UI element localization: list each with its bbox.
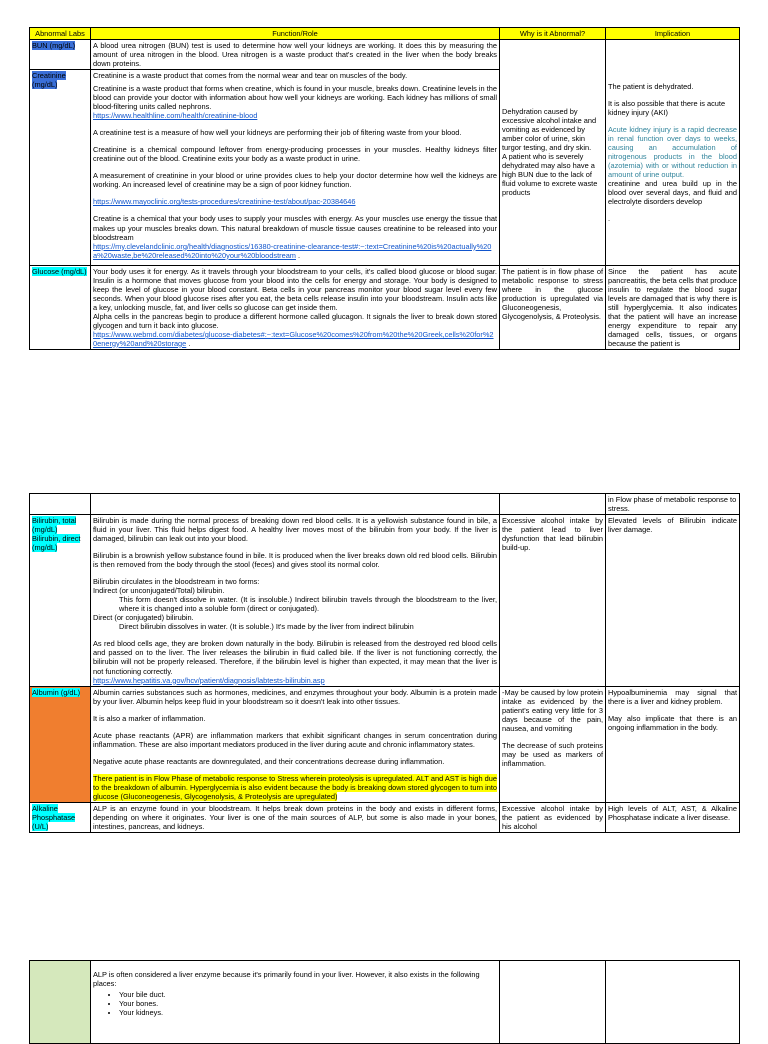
glucose-label: Glucose (mg/dL): [32, 266, 87, 276]
labs-table-page2: [29, 493, 740, 833]
impl-dot: .: [608, 214, 611, 223]
alp-why: Excessive alcohol intake by the patient as evidenced by his alcohol: [500, 802, 606, 832]
creatinine-p3: A creatinine test is a measure of how well your kidneys are performing their job of filtering waste from your blood.: [93, 128, 462, 138]
albumin-p1: Albumin carries substances such as hormones, medicines, and enzymes throughout your body. Albumin is a protein made by your liver. Albumin helps keep fluid in your bloodstream so it doesn't leak into other tissues.: [93, 687, 497, 706]
bilirubin-label: Bilirubin, total (mg/dL) Bilirubin, direct (mg/dL): [32, 516, 81, 553]
creatinine-label: Creatinine (mg/dL): [32, 71, 66, 90]
glucose-implication: Since the patient has acute pancreatitis, the beta cells that produce insulin to regulate the blood sugar levels are damaged that is why there is still hyperglycemia. It also indicates that the patient will have an increase energy expenditure to repair any damaged cells, tissues, or organs because the patient is: [606, 265, 740, 349]
creatinine-why-cell: [500, 40, 606, 266]
creatinine-why: Dehydration caused by excessive alcohol intake and vomiting as evidenced by amber color of urine, skin turgor testing, and dry skin. A patient who is severely dehydrated may also have a high BUN due to the lack of fluid volume to excrete waste products: [502, 107, 598, 198]
hepatitis-va-link[interactable]: https://www.hepatitis.va.gov/hcv/patient/diagnosis/labtests-bilirubin.asp: [93, 675, 325, 685]
labs-table-page1: [29, 27, 740, 350]
creatinine-p5: A measurement of creatinine in your blood or urine provides clues to help your doctor determine how well the kidneys are working. An increased level of creatinine may be a sign of poor kidney function.: [93, 171, 497, 190]
albumin-function: [91, 686, 500, 802]
albumin-impl1: Hypoalbuminemia may signal that there is a liver and kidney problem.: [608, 687, 737, 706]
creatinine-p2: Creatinine is a waste product that forms when creatine, which is found in your muscle, breaks down. Creatinine levels in the blood can provide your doctor with information about how well your kidneys are working. Each kidney has millions of small blood-filtering units called nephrons.: [93, 84, 497, 112]
table-header-row: [30, 28, 740, 40]
header-function-role: Function/Role: [91, 28, 500, 40]
row-alp: [30, 802, 740, 832]
clevelandclinic-link[interactable]: https://my.clevelandclinic.org/health/diagnostics/16380-creatinine-clearance-test#:~:text=Creatinine%20is%20actually%20a%20waste,be%20released%20into%20your%20bloodstream: [93, 241, 492, 260]
alp-label-cont: [30, 961, 91, 1044]
list-item: • Your bones.: [119, 999, 497, 1008]
albumin-why: [500, 686, 606, 802]
alp-label: Alkaline Phosphatase (U/L): [32, 803, 76, 831]
creatinine-p1: Creatinine is a waste product that comes from the normal wear and tear on muscles of the body.: [93, 71, 408, 81]
bilirubin-p4: Indirect (or unconjugated/Total) bilirubin.: [93, 586, 225, 596]
bilirubin-function: [91, 515, 500, 687]
alp-cont-p1: ALP is often considered a liver enzyme because it's primarily found in your liver. However, it also exists in the following places:: [93, 970, 480, 989]
albumin-why1: -May be caused by low protein intake as evidenced by the patient's eating very little for 3 days because of the pain, nausea, and vomiting: [502, 687, 603, 733]
row-bun: [30, 40, 740, 70]
glucose-implication-cont: in Flow phase of metabolic response to stress.: [606, 494, 740, 515]
alp-locations-list: [93, 990, 497, 1017]
row-bilirubin: [30, 515, 740, 687]
albumin-label: Albumin (g/dL): [32, 687, 81, 697]
bun-label: BUN (mg/dL): [32, 41, 76, 51]
list-item: • Your kidneys.: [119, 1008, 497, 1017]
creatinine-p4: Creatinine is a chemical compound leftover from energy-producing processes in your muscles. Healthy kidneys filter creatinine out of the blood. Creatinine exits your body as a waste product in urine.: [93, 145, 497, 164]
alp-function-cont: [91, 961, 500, 1044]
bilirubin-p2: Bilirubin is a brownish yellow substance found in bile. It is produced when the liver breaks down old red blood cells. Bilirubin is then removed from the body through the stool (feces) and gives stool its normal color.: [93, 551, 497, 570]
creatinine-implication-cell: [606, 40, 740, 266]
bilirubin-implication: Elevated levels of Bilirubin indicate liver damage.: [606, 515, 740, 687]
albumin-p4: Negative acute phase reactants are downregulated, and their concentrations decrease during inflammation.: [93, 756, 445, 766]
albumin-why2: The decrease of such proteins may be used as markers of inflammation.: [502, 740, 603, 768]
glucose-function: Your body uses it for energy. As it travels through your bloodstream to your cells, it's called blood glucose or blood sugar. Insulin is a hormone that moves glucose from your blood into the cells for energy and storage. Your body is designed to keep the level of glucose in your blood constant. Beta cells in your pancreas monitor your blood sugar level every few seconds. When your blood glucose rises after you eat, the beta cells release insulin into your bloodstream. Insulin acts like a key, unlocking muscle, fat, and liver cells so glucose can get inside them. Alpha cells in the pancreas begin to produce a different hormone called glucagon. It signals the liver to break down stored glycogen and turn it back into glucose. https://www.webmd.com/diabetes/glucose-diabetes#:~:text=Glucose%20comes%20from%20the%20Greek,cells%20for%20energy%20and%20storage .: [91, 265, 500, 349]
impl-buildup: creatinine and urea build up in the blood over several days, and fluid and electrolyte disorders develop: [608, 178, 737, 206]
lab-label-creatinine: [30, 70, 91, 266]
list-item: • Your bile duct.: [119, 990, 497, 999]
bilirubin-p6: Direct (or conjugated) bilirubin.: [93, 613, 194, 623]
header-implication: Implication: [606, 28, 740, 40]
healthline-link[interactable]: https://www.healthline.com/health/creatinine-blood: [93, 111, 258, 121]
bilirubin-p3: Bilirubin circulates in the bloodstream in two forms:: [93, 577, 260, 587]
row-albumin: [30, 686, 740, 802]
bun-function: A blood urea nitrogen (BUN) test is used to determine how well your kidneys are working. It does this by measuring the amount of urea nitrogen in the blood. Urea nitrogen is a waste product that's created in the liver when the body breaks down proteins.: [91, 40, 500, 70]
albumin-p3: Acute phase reactants (APR) are inflammation markers that exhibit significant changes in serum concentration during inflammation. These are also important mediators produced in the liver during acute and chronic inflammatory states.: [93, 730, 497, 749]
bilirubin-p5: This form doesn't dissolve in water. (It is insoluble.) Indirect bilirubin travels through the bloodstream to the liver, where it is changed into a soluble form (direct or conjugated).: [119, 595, 497, 614]
impl-dehydrated: The patient is dehydrated.: [608, 81, 694, 91]
mayoclinic-link[interactable]: https://www.mayoclinic.org/tests-procedures/creatinine-test/about/pac-20384646: [93, 197, 356, 207]
albumin-impl2: May also implicate that there is an ongoing inflammation in the body.: [608, 713, 737, 732]
glucose-why: The patient is in flow phase of metabolic response to stress where in the glucose production is upregulated via Gluconeogenesis, Glycogenolysis, & Proteolysis.: [500, 265, 606, 349]
row-continuation: [30, 494, 740, 515]
lab-label-albumin: [30, 686, 91, 802]
alp-implication: High levels of ALT, AST, & Alkaline Phosphatase indicate a liver disease.: [606, 802, 740, 832]
albumin-implication: [606, 686, 740, 802]
alp-function: ALP is an enzyme found in your bloodstream. It helps break down proteins in the body and exists in different forms, depending on where it originates. Your liver is one of the main sources of ALP, but some is also made in your bones, intestines, pancreas, and kidneys.: [91, 802, 500, 832]
bilirubin-p1: Bilirubin is made during the normal process of breaking down red blood cells. It is a yellowish substance found in bile, a fluid in your liver. This fluid helps digest food. A healthy liver moves most of the bilirubin from your body. If the liver is damaged, bilirubin can leak out into your blood.: [93, 516, 497, 544]
impl-aki: It is also possible that there is acute kidney injury (AKI): [608, 98, 726, 117]
bilirubin-p8: As red blood cells age, they are broken down naturally in the body. Bilirubin is released from the destroyed red blood cells and passed on to the liver. The liver releases the bilirubin in fluid called bile. If the liver is not functioning correctly, the bilirubin will not be properly released. Therefore, if the bilirubin level is higher than expected, it may mean that the liver is not functioning correctly.: [93, 639, 497, 676]
bilirubin-why: Excessive alcohol intake by the patient lead to liver dysfunction that lead bilirubin build-up.: [500, 515, 606, 687]
creatinine-p6: Creatine is a chemical that your body uses to supply your muscles with energy. As your muscles use energy the tissue that makes up your muscles breaks down. This natural breakdown of muscle tissue causes creatinine to be released into your bloodstream: [93, 214, 497, 242]
glucose-text: Your body uses it for energy. As it travels through your bloodstream to your cells, it's called blood glucose or blood sugar. Insulin is a hormone that moves glucose from your blood into the cells for energy and storage. Your body is designed to keep the level of glucose in your blood constant. Beta cells in your pancreas monitor your blood sugar level every few seconds. When your blood glucose rises after you eat, the beta cells release insulin into your bloodstream. Insulin acts like a key, unlocking muscle, fat, and liver cells so glucose can get inside them. Alpha cells in the pancreas begin to produce a different hormone called glucagon. It signals the liver to break down stored glycogen and turn it back into glucose.: [93, 266, 497, 330]
labs-table-page3: [29, 960, 740, 1044]
header-abnormal-labs: Abnormal Labs: [30, 28, 91, 40]
webmd-link[interactable]: https://www.webmd.com/diabetes/glucose-diabetes#:~:text=Glucose%20comes%20from%20the%20Greek,cells%20for%20energy%20and%20storage: [93, 329, 494, 348]
header-why-abnormal: Why is it Abnormal?: [500, 28, 606, 40]
bilirubin-p7: Direct bilirubin dissolves in water. (It is soluble.) It's made by the liver from indirect bilirubin: [119, 622, 414, 632]
lab-label-alp: [30, 802, 91, 832]
lab-label-bun: [30, 40, 91, 70]
lab-label-bilirubin: [30, 515, 91, 687]
lab-label-glucose: [30, 265, 91, 349]
impl-aki-definition: Acute kidney injury is a rapid decrease in renal function over days to weeks, causing an accumulation of nitrogenous products in the blood (azotemia) with or without reduction in amount of urine output.: [608, 124, 737, 179]
albumin-highlight: There patient is in Flow Phase of metabolic response to Stress wherein proteolysis is upregulated. ALT and AST is high due to the breakdown of albumin. Hyperglycemia is also evident because the body is breaking down stored glycogen to turn into glucose (Gluconeogenesis, Glycogenolysis, & Proteolysis are upregulated): [93, 773, 497, 801]
row-alp-cont: [30, 961, 740, 1044]
creatinine-function: Creatinine is a waste product that comes from the normal wear and tear on muscles of the body. Creatinine is a waste product that forms when creatine, which is found in your muscle, breaks down. Creatinine levels in the blood can provide your doctor with information about how well your kidneys are working. Each kidney has millions of small blood-filtering units called nephrons. https://www.healthline.com/health/creatinine-blood A creatinine test is a measure of how well your kidneys are performing their job of filtering waste from your blood. Creatinine is a chemical compound leftover from energy-producing processes in your muscles. Healthy kidneys filter creatinine out of the blood. Creatinine exits your body as a waste product in urine. A measurement of creatinine in your blood or urine provides clues to help your doctor determine how well the kidneys are working. An increased level of creatinine may be a sign of poor kidney function. https://www.mayoclinic.org/tests-procedures/creatinine-test/about/pac-20384646 Creatine is a chemical that your body uses to supply your muscles with energy. As your muscles use energy the tissue that makes up your muscles breaks down. This natural breakdown of muscle tissue causes creatinine to be released into your bloodstream https://my.clevelandclinic.org/health/diagnostics/16380-creatinine-clearance-test#:~:text=Creatinine%20is%20actually%20a%20waste,be%20released%20into%20your%20bloodstream .: [91, 70, 500, 266]
albumin-p2: It is also a marker of inflammation.: [93, 713, 206, 723]
row-glucose: [30, 265, 740, 349]
